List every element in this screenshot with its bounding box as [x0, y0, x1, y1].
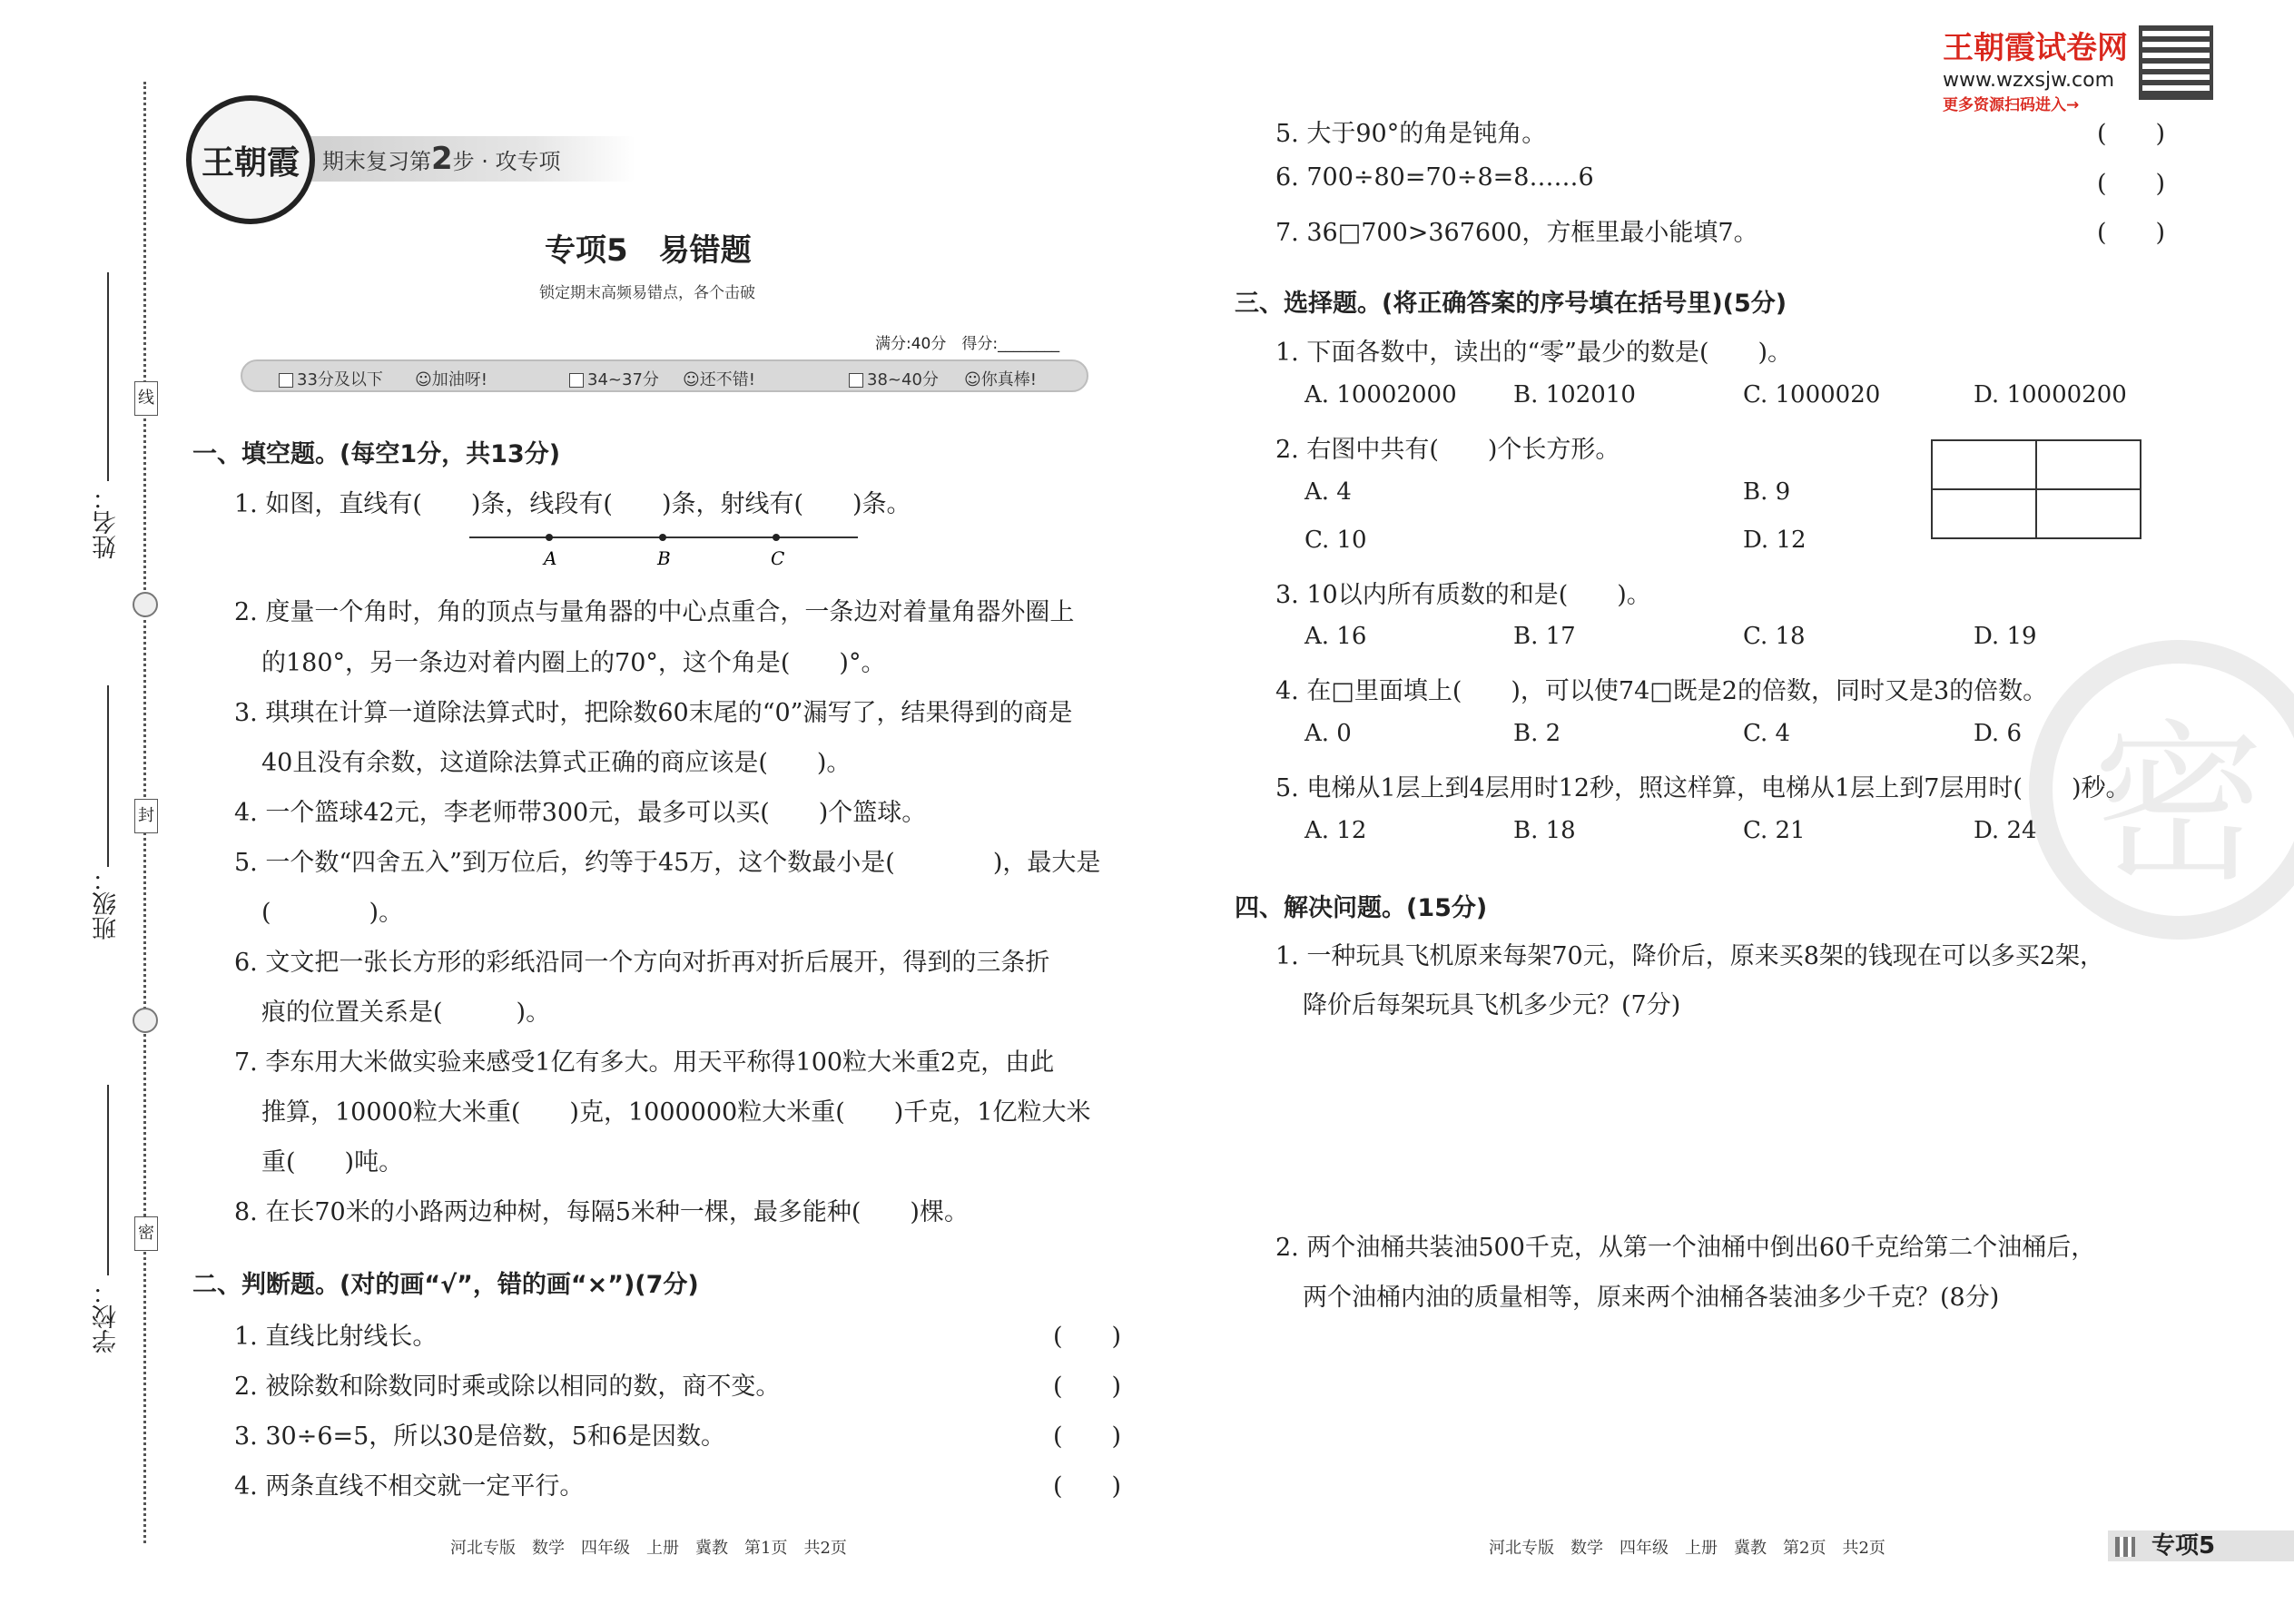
choice-question: 5. 电梯从1层上到4层用时12秒，照这样算，电梯从1层上到7层用时( )秒。: [1275, 774, 2131, 802]
question-line: 2. 度量一个角时，角的顶点与量角器的中心点重合，一条边对着量角器外圈上: [234, 598, 1075, 626]
choice-option[interactable]: A. 16: [1305, 623, 1367, 650]
line-figure: [468, 527, 862, 572]
label-c: C: [771, 547, 785, 569]
label-b: B: [657, 547, 671, 569]
question-line: 1. 如图，直线有( )条，线段有( )条，射线有( )条。: [234, 490, 911, 518]
level-comment: ☺你真棒!: [964, 370, 1037, 389]
choice-option[interactable]: B. 2: [1513, 720, 1561, 747]
page-title: 专项5 易错题: [545, 232, 752, 269]
school-write-line: [107, 1085, 109, 1275]
judge-item: 6. 700÷80=70÷8=8……6: [1275, 163, 1594, 192]
brand-url: www.wzxsjw.com: [1943, 69, 2115, 92]
choice-option[interactable]: C. 4: [1743, 720, 1791, 747]
problem-line: 2. 两个油桶共装油500千克，从第一个油桶中倒出60千克给第二个油桶后，: [1275, 1234, 2096, 1262]
answer-paren[interactable]: ( ): [1053, 1472, 1122, 1501]
question-line: 推算，10000粒大米重( )克，1000000粒大米重( )千克，1亿粒大米: [261, 1098, 1091, 1127]
choice-option[interactable]: D. 12: [1743, 527, 1807, 554]
judge-item: 4. 两条直线不相交就一定平行。: [234, 1472, 585, 1501]
choice-option[interactable]: C. 18: [1743, 623, 1806, 650]
choice-option[interactable]: B. 17: [1513, 623, 1576, 650]
banner-prefix: 期末复习第: [322, 149, 431, 174]
page-subtitle: 锁定期末高频易错点，各个击破: [539, 284, 755, 302]
brand-name: 王朝霞试卷网: [1943, 30, 2128, 66]
choice-option[interactable]: A. 0: [1305, 720, 1352, 747]
class-write-line: [107, 685, 109, 867]
problem-line: 两个油桶内油的质量相等，原来两个油桶各装油多少千克？(8分): [1303, 1284, 2000, 1312]
choice-option[interactable]: A. 12: [1305, 817, 1367, 844]
answer-paren[interactable]: ( ): [1053, 1422, 1122, 1451]
chapter-banner: [295, 136, 635, 182]
binding-ring: [133, 1008, 158, 1033]
choice-question: 4. 在□里面填上( )，可以使74□既是2的倍数，同时又是3的倍数。: [1275, 677, 2048, 705]
answer-paren[interactable]: ( ): [1053, 1323, 1122, 1351]
checkbox[interactable]: [279, 373, 293, 388]
problem-line: 1. 一种玩具飞机原来每架70元，降价后，原来买8架的钱现在可以多买2架，: [1275, 942, 2105, 970]
banner-number: 2: [431, 141, 453, 177]
level-3: [849, 367, 939, 390]
level-comment: ☺加油呀!: [415, 370, 487, 389]
answer-paren[interactable]: ( ): [2097, 219, 2166, 247]
choice-option[interactable]: B. 18: [1513, 817, 1576, 844]
question-line: 7. 李东用大米做实验来感受1亿有多大。用天平称得100粒大米重2克，由此: [234, 1048, 1055, 1077]
judge-item: 1. 直线比射线长。: [234, 1323, 438, 1351]
score-line: 满分:40分 得分:________: [875, 335, 1060, 353]
seal-char: 封: [134, 799, 158, 833]
seal-char: 密: [134, 1216, 158, 1251]
section-2-heading: 二、判断题。(对的画“√”，错的画“×”)(7分): [192, 1271, 699, 1299]
question-line: 40且没有余数，这道除法算式正确的商应该是( )。: [261, 749, 852, 777]
question-line: 5. 一个数“四舍五入”到万位后，约等于45万，这个数最小是( )，最大是: [234, 849, 1101, 877]
choice-option[interactable]: C. 21: [1743, 817, 1806, 844]
problem-line: 降价后每架玩具飞机多少元？(7分): [1303, 991, 1681, 1019]
choice-question: 3. 10以内所有质数的和是( )。: [1275, 581, 1651, 609]
brand-logo: [186, 95, 315, 224]
tag-pattern: [2115, 1537, 2135, 1557]
point-c: [773, 534, 780, 541]
level-2: [569, 367, 659, 390]
score-level-bar: [241, 359, 1088, 392]
seal-char: 线: [134, 381, 158, 416]
question-line: 的180°，另一条边对着内圈上的70°，这个角是( )°。: [261, 649, 886, 677]
level-label: 33分及以下: [297, 370, 383, 389]
section-4-heading: 四、解决问题。(15分): [1235, 894, 1488, 922]
rectangle-grid-figure: [1931, 439, 2143, 541]
choice-option[interactable]: A. 4: [1305, 478, 1352, 506]
answer-paren[interactable]: ( ): [1053, 1373, 1122, 1401]
name-write-line: [107, 272, 109, 481]
level-label: 38~40分: [867, 370, 939, 389]
page-footer-right: 河北专版 数学 四年级 上册 冀教 第2页 共2页: [1489, 1539, 1885, 1558]
level-label: 34~37分: [587, 370, 659, 389]
question-line: 3. 琪琪在计算一道除法算式时，把除数60末尾的“0”漏写了，结果得到的商是: [234, 699, 1073, 727]
point-a: [546, 534, 553, 541]
section-3-heading: 三、选择题。(将正确答案的序号填在括号里)(5分): [1235, 290, 1787, 318]
checkbox[interactable]: [569, 373, 584, 388]
class-label: 班级：: [93, 867, 121, 940]
banner-suffix: 步 · 攻专项: [452, 149, 561, 174]
judge-item: 7. 36□700>367600，方框里最小能填7。: [1275, 219, 1758, 247]
section-1-heading: 一、填空题。(每空1分，共13分): [192, 440, 561, 468]
question-line: 8. 在长70米的小路两边种树，每隔5米种一棵，最多能种( )棵。: [234, 1198, 969, 1226]
binding-ring: [133, 592, 158, 617]
qr-code: [2139, 25, 2213, 100]
judge-item: 2. 被除数和除数同时乘或除以相同的数，商不变。: [234, 1373, 781, 1401]
page-footer-left: 河北专版 数学 四年级 上册 冀教 第1页 共2页: [450, 1539, 847, 1558]
question-line: 重( )吨。: [261, 1148, 404, 1176]
choice-option[interactable]: D. 10000200: [1974, 381, 2127, 408]
answer-paren[interactable]: ( ): [2097, 170, 2166, 198]
question-line: ( )。: [261, 899, 404, 927]
question-line: 6. 文文把一张长方形的彩纸沿同一个方向对折再对折后展开，得到的三条折: [234, 949, 1050, 977]
question-line: 4. 一个篮球42元，李老师带300元，最多可以买( )个篮球。: [234, 799, 927, 827]
section-tag: 专项5: [2151, 1532, 2216, 1560]
choice-option[interactable]: C. 10: [1305, 527, 1367, 554]
choice-option[interactable]: B. 9: [1743, 478, 1791, 506]
watermark-char: 密: [2092, 704, 2265, 905]
judge-item: 5. 大于90°的角是钝角。: [1275, 120, 1547, 148]
choice-option[interactable]: D. 24: [1974, 817, 2037, 844]
choice-option[interactable]: D. 19: [1974, 623, 2037, 650]
choice-option[interactable]: B. 102010: [1513, 381, 1636, 408]
level-comment: ☺还不错!: [683, 370, 755, 389]
question-line: 痕的位置关系是( )。: [261, 999, 551, 1027]
label-a: A: [544, 547, 557, 569]
choice-option[interactable]: A. 10002000: [1305, 381, 1457, 408]
brand-block: [1943, 23, 2128, 114]
point-b: [659, 534, 666, 541]
judge-item: 3. 30÷6=5，所以30是倍数，5和6是因数。: [234, 1422, 726, 1451]
checkbox[interactable]: [849, 373, 863, 388]
answer-paren[interactable]: ( ): [2097, 120, 2166, 148]
choice-option[interactable]: C. 1000020: [1743, 381, 1881, 408]
name-label: 姓名：: [93, 486, 121, 559]
choice-option[interactable]: D. 6: [1974, 720, 2022, 747]
level-1: [279, 367, 383, 390]
logo-text: 王朝霞: [201, 143, 300, 182]
school-label: 学校：: [93, 1280, 121, 1353]
choice-question: 1. 下面各数中，读出的“零”最少的数是( )。: [1275, 339, 1793, 367]
brand-tagline: 更多资源扫码进入→: [1943, 96, 2080, 114]
choice-question: 2. 右图中共有( )个长方形。: [1275, 436, 1620, 464]
